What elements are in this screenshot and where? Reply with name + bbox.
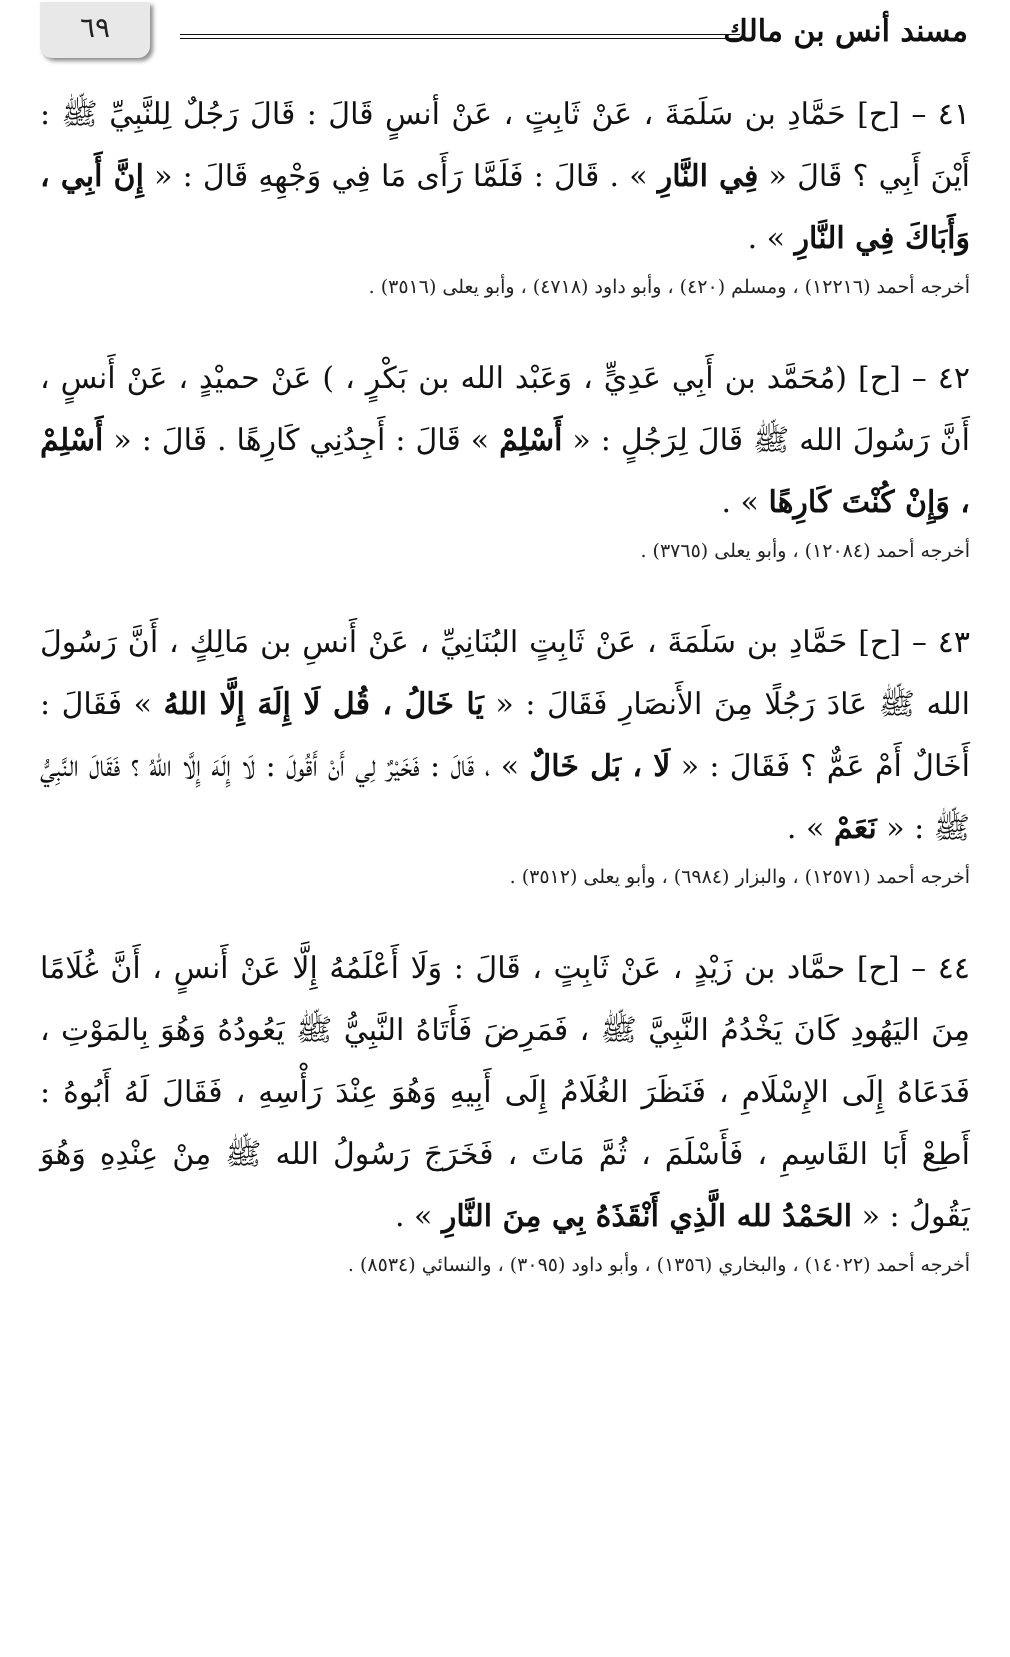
hadith-42-text: ٤٢ – [ح] (مُحَمَّد بن أَبِي عَدِيٍّ ، وَعَبْد الله بن بَكْرٍ ، ) عَنْ حميْدٍ ، عَنْ أَنسٍ ، أَنَّ رَسُولَ الله ﷺ قَالَ لِرَجُلٍ : « bbox=[40, 361, 970, 458]
hadith-42-takhrij: أخرجه أحمد (١٢٠٨٤) ، وأبو يعلى (٣٧٦٥) . bbox=[640, 540, 970, 562]
hadith-42-quote-2: أَسْلِمْ ، وَإِنْ كُنْتَ كَارِهًا bbox=[40, 423, 970, 520]
header-rule bbox=[180, 34, 740, 39]
hadith-43-text: ٤٣ – [ح] حَمَّادِ بن سَلَمَةَ ، عَنْ ثَابِتٍ البُنَانِيِّ ، عَنْ أَنسِ بن مَالِكٍ ، أَنَّ رَسُولَ الله ﷺ عَادَ رَجُلًا مِنَ الأَنصَارِ فَقَالَ : « bbox=[40, 625, 970, 722]
hadith-42-end: » . bbox=[721, 485, 769, 520]
hadith-43-quote-2: لَا ، بَل خَالٌ bbox=[529, 749, 671, 784]
hadith-44-takhrij: أخرجه أحمد (١٤٠٢٢) ، والبخاري (١٣٥٦) ، وأبو داود (٣٠٩٥) ، والنسائي (٨٥٣٤) . bbox=[347, 1254, 970, 1276]
hadith-42-quote-1: أَسْلِمْ bbox=[499, 423, 563, 458]
hadith-42 bbox=[40, 348, 970, 534]
hadith-44-quote-1: الحَمْدُ لله الَّذِي أَنْقَذَهُ بِي مِنَ النَّارِ bbox=[441, 1199, 853, 1234]
hadith-43 bbox=[40, 612, 970, 860]
hadith-44 bbox=[40, 938, 970, 1248]
hadith-44-end: » . bbox=[394, 1199, 442, 1234]
hadith-43-text-3: » ، قَالَ : فَخَيْرٌ لِي أَنْ أَقُولَ : لَا إِلَهَ إِلَّا اللهُ ؟ فَقَالَ النَّبِيُّ ﷺ : « bbox=[40, 749, 970, 846]
hadith-42-text-2: » قَالَ : أَجِدُنِي كَارِهًا . قَالَ : « bbox=[103, 423, 500, 458]
hadith-44-text: ٤٤ – [ح] حمَّاد بن زَيْدٍ ، عَنْ ثَابِتٍ ، قَالَ : وَلَا أَعْلَمُهُ إِلَّا عَنْ أَنسٍ ، أَنَّ غُلَامًا مِنَ اليَهُودِ كَانَ يَخْدُمُ النَّبِيَّ ﷺ ، فَمَرِضَ فَأَتَاهُ النَّبِيُّ ﷺ يَعُودُهُ وَهُوَ بِالمَوْتِ ، فَدَعَاهُ إِلَى الإِسْلَامِ ، فَنَظَرَ الغُلَامُ إِلَى أَبِيهِ وَهُوَ عِنْدَ رَأْسِهِ ، فَقَالَ لَهُ أَبُوهُ : أَطِعْ أَبَا القَاسِمِ ، فَأَسْلَمَ ، ثُمَّ مَاتَ ، فَخَرَجَ رَسُولُ الله ﷺ مِنْ عِنْدِهِ وَهُوَ يَقُولُ : « bbox=[40, 951, 970, 1234]
hadith-41 bbox=[40, 84, 970, 270]
hadith-43-text-2: » فَقَالَ : أَخَالٌ أَمْ عَمٌّ ؟ فَقَالَ : « bbox=[40, 687, 970, 784]
hadith-43-takhrij: أخرجه أحمد (١٢٥٧١) ، والبزار (٦٩٨٤) ، وأبو يعلى (٣٥١٢) . bbox=[509, 866, 970, 888]
hadith-43-quote-1: يَا خَالُ ، قُل لَا إِلَهَ إِلَّا اللهُ bbox=[163, 687, 484, 722]
hadith-43-quote-3: نَعَمْ bbox=[833, 811, 877, 846]
page-header bbox=[0, 0, 1010, 70]
hadith-41-quote-1: فِي النَّارِ bbox=[657, 159, 759, 194]
hadith-43-end: » . bbox=[786, 811, 834, 846]
hadith-41-end: » . bbox=[747, 221, 795, 256]
hadith-41-quote-2: إِنَّ أَبِي ، وَأَبَاكَ فِي النَّارِ bbox=[40, 159, 970, 256]
hadith-41-text-2: » . قَالَ : فَلَمَّا رَأَى مَا فِي وَجْهِهِ قَالَ : « bbox=[143, 159, 658, 194]
book-title: مسند أنس بن مالك bbox=[723, 14, 968, 49]
hadith-41-takhrij: أخرجه أحمد (١٢٢١٦) ، ومسلم (٤٢٠) ، وأبو داود (٤٧١٨) ، وأبو يعلى (٣٥١٦) . bbox=[368, 276, 970, 298]
page-number: ٦٩ bbox=[40, 2, 150, 58]
page-content bbox=[40, 84, 970, 1320]
hadith-41-text: ٤١ – [ح] حَمَّادِ بن سَلَمَةَ ، عَنْ ثَابِتٍ ، عَنْ أنسٍ قَالَ : قَالَ رَجُلٌ لِلنَّبِيِّ ﷺ : أَيْنَ أَبِي ؟ قَالَ « bbox=[40, 97, 970, 194]
